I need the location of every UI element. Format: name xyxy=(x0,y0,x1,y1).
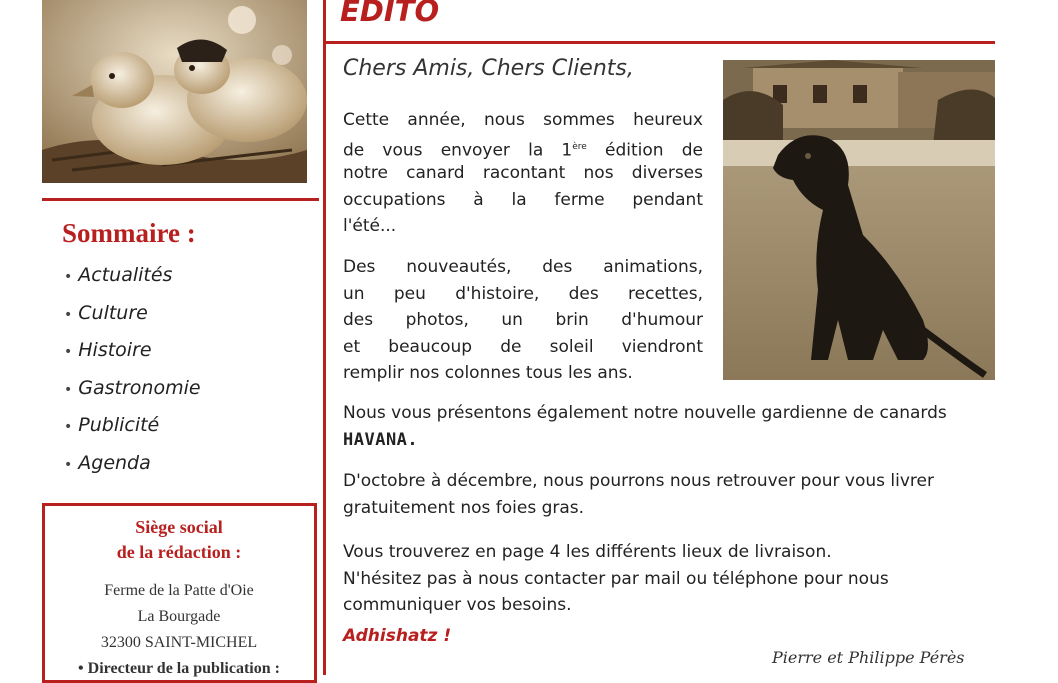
news-line: Des nouveautés, des animations, xyxy=(343,257,703,277)
livraison-paragraph xyxy=(343,539,998,619)
intro-line: l'été... xyxy=(343,216,397,237)
sommaire-item-culture: • Culture xyxy=(64,301,148,324)
sommaire-item-agenda: • Agenda xyxy=(64,451,151,474)
address-line2: La Bourgade xyxy=(137,608,221,625)
address-line1: Ferme de la Patte d'Oie xyxy=(104,582,254,599)
intro-paragraph xyxy=(343,107,703,240)
intro-line: occupations à la ferme pendant xyxy=(343,189,703,210)
havana-paragraph xyxy=(343,400,998,453)
salutation: Chers Amis, Chers Clients, xyxy=(343,56,634,81)
edito-rule xyxy=(323,41,995,44)
news-line: et beaucoup de soleil viendront xyxy=(343,336,703,357)
sommaire-item-gastronomie: • Gastronomie xyxy=(64,376,201,399)
siege-title xyxy=(48,515,310,565)
news-paragraph xyxy=(343,254,703,387)
livraison-line1: Vous trouverez en page 4 les différents lieux de livraison. xyxy=(343,542,832,562)
signature: Pierre et Philippe Pérès xyxy=(772,648,965,667)
intro-line: Cette année, nous sommes heureux xyxy=(343,110,703,130)
sommaire-list xyxy=(64,258,201,484)
news-line: des photos, un brin d'humour xyxy=(343,310,703,331)
siege-title-line2: de la rédaction : xyxy=(116,542,242,562)
livraison-line2: N'hésitez pas à nous contacter par mail ou téléphone pour nous communiquer vos besoins. xyxy=(343,568,889,616)
news-line: remplir nos colonnes tous les ans. xyxy=(343,363,633,384)
intro-line: notre canard racontant nos diverses xyxy=(343,163,703,184)
octobre-paragraph: D'octobre à décembre, nous pourrons nous retrouver pour vous livrer gratuitement nos foies gras. xyxy=(343,471,934,518)
ducklings-photo xyxy=(42,0,307,183)
closing-greeting: Adhishatz ! xyxy=(343,626,452,646)
havana-name: HAVANA. xyxy=(343,429,419,450)
address-line3: 32300 SAINT-MICHEL xyxy=(100,634,258,651)
edito-title: EDITO xyxy=(340,0,440,28)
address-line4: • Directeur de la publication : xyxy=(78,660,280,677)
sommaire-item-histoire: • Histoire xyxy=(64,339,152,362)
havana-text: Nous vous présentons également notre nouvelle gardienne de canards xyxy=(343,403,947,423)
sommaire-item-actualites: • Actualités xyxy=(64,264,173,286)
column-divider xyxy=(323,0,326,675)
sommaire-title: Sommaire : xyxy=(62,218,196,248)
siege-title-line1: Siège social xyxy=(135,517,223,537)
dog-havana-photo xyxy=(723,60,995,380)
left-divider xyxy=(42,198,319,201)
intro-line: de vous envoyer la 1ère édition de xyxy=(343,140,703,161)
sommaire-item-publicite: • Publicité xyxy=(64,414,160,437)
news-line: un peu d'histoire, des recettes, xyxy=(343,283,703,304)
